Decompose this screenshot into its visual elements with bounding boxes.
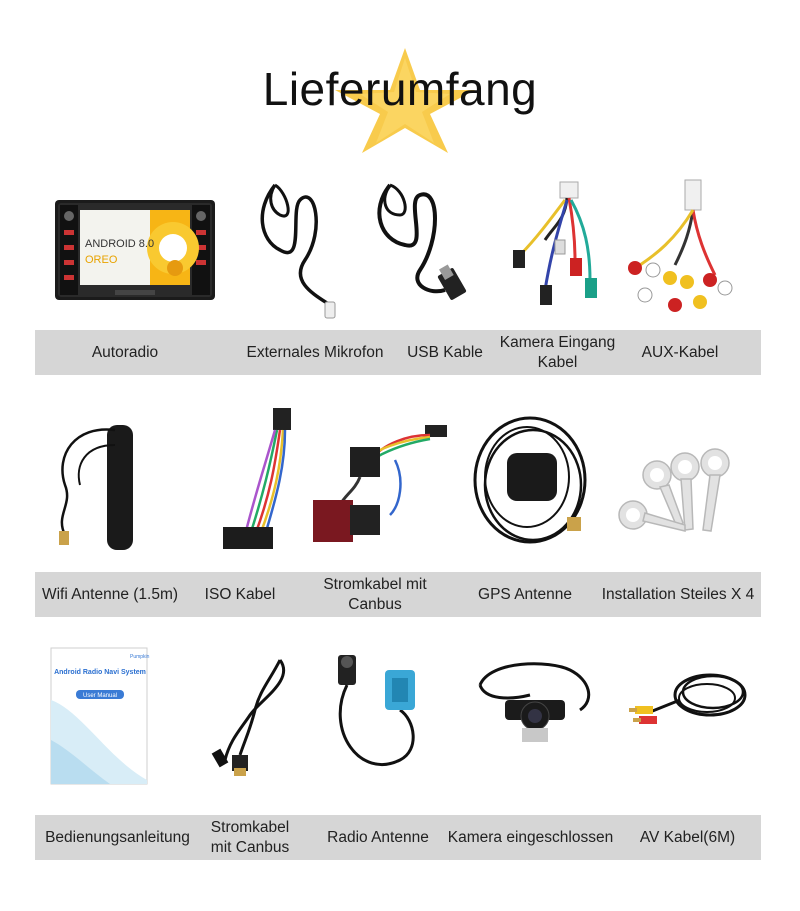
label-band-row-3 bbox=[35, 815, 761, 860]
product-image-rear-camera bbox=[470, 640, 600, 800]
item-label: ISO Kabel bbox=[204, 585, 276, 603]
product-image-microphone bbox=[245, 170, 355, 330]
item-label: AV Kabel(6M) bbox=[639, 828, 736, 846]
item-label: Radio Antenne bbox=[327, 828, 429, 846]
product-image-wifi-antenna bbox=[45, 405, 165, 565]
product-image-gps-antenna bbox=[465, 405, 595, 565]
item-label: Installation Steiles X 4 bbox=[601, 585, 755, 603]
item-label: Wifi Antenne (1.5m) bbox=[41, 585, 179, 603]
manual-title: Android Radio Navi System bbox=[54, 669, 146, 676]
product-image-radio-antenna bbox=[320, 640, 430, 800]
product-image-power-cable-canbus bbox=[305, 405, 455, 565]
header bbox=[0, 0, 800, 120]
item-label: Stromkabel mit Canbus bbox=[323, 575, 427, 613]
product-image-removal-tools bbox=[615, 405, 755, 565]
manual-subtitle: User Manual bbox=[82, 693, 118, 699]
item-label: Kamera Eingang Kabel bbox=[499, 333, 616, 371]
item-label: Kamera eingeschlossen bbox=[447, 828, 614, 846]
item-label: Bedienungsanleitung bbox=[45, 828, 190, 846]
product-image-user-manual bbox=[50, 640, 150, 800]
product-image-iso-cable bbox=[215, 405, 305, 565]
product-image-aux-cable bbox=[615, 170, 745, 330]
item-label: Externales Mikrofon bbox=[246, 343, 384, 361]
item-label: GPS Antenne bbox=[478, 585, 572, 603]
item-label: USB Kable bbox=[407, 343, 483, 361]
product-image-usb-cable bbox=[365, 170, 475, 330]
label-band-row-1 bbox=[35, 330, 761, 375]
item-label: AUX-Kabel bbox=[641, 343, 719, 361]
product-image-av-cable bbox=[625, 640, 755, 800]
item-label: Stromkabel mit Canbus bbox=[210, 818, 290, 856]
screen-text-1: ANDROID 8.0 bbox=[85, 238, 155, 250]
item-label: Autoradio bbox=[91, 343, 159, 361]
product-image-camera-input-cable bbox=[495, 170, 605, 330]
label-band-row-2 bbox=[35, 572, 761, 617]
product-image-autoradio bbox=[55, 170, 215, 330]
svg-text:Pumpkin: Pumpkin bbox=[130, 654, 150, 660]
product-image-power-cable bbox=[200, 640, 300, 800]
page-title: Lieferumfang bbox=[262, 63, 538, 115]
screen-text-2: OREO bbox=[85, 254, 118, 266]
